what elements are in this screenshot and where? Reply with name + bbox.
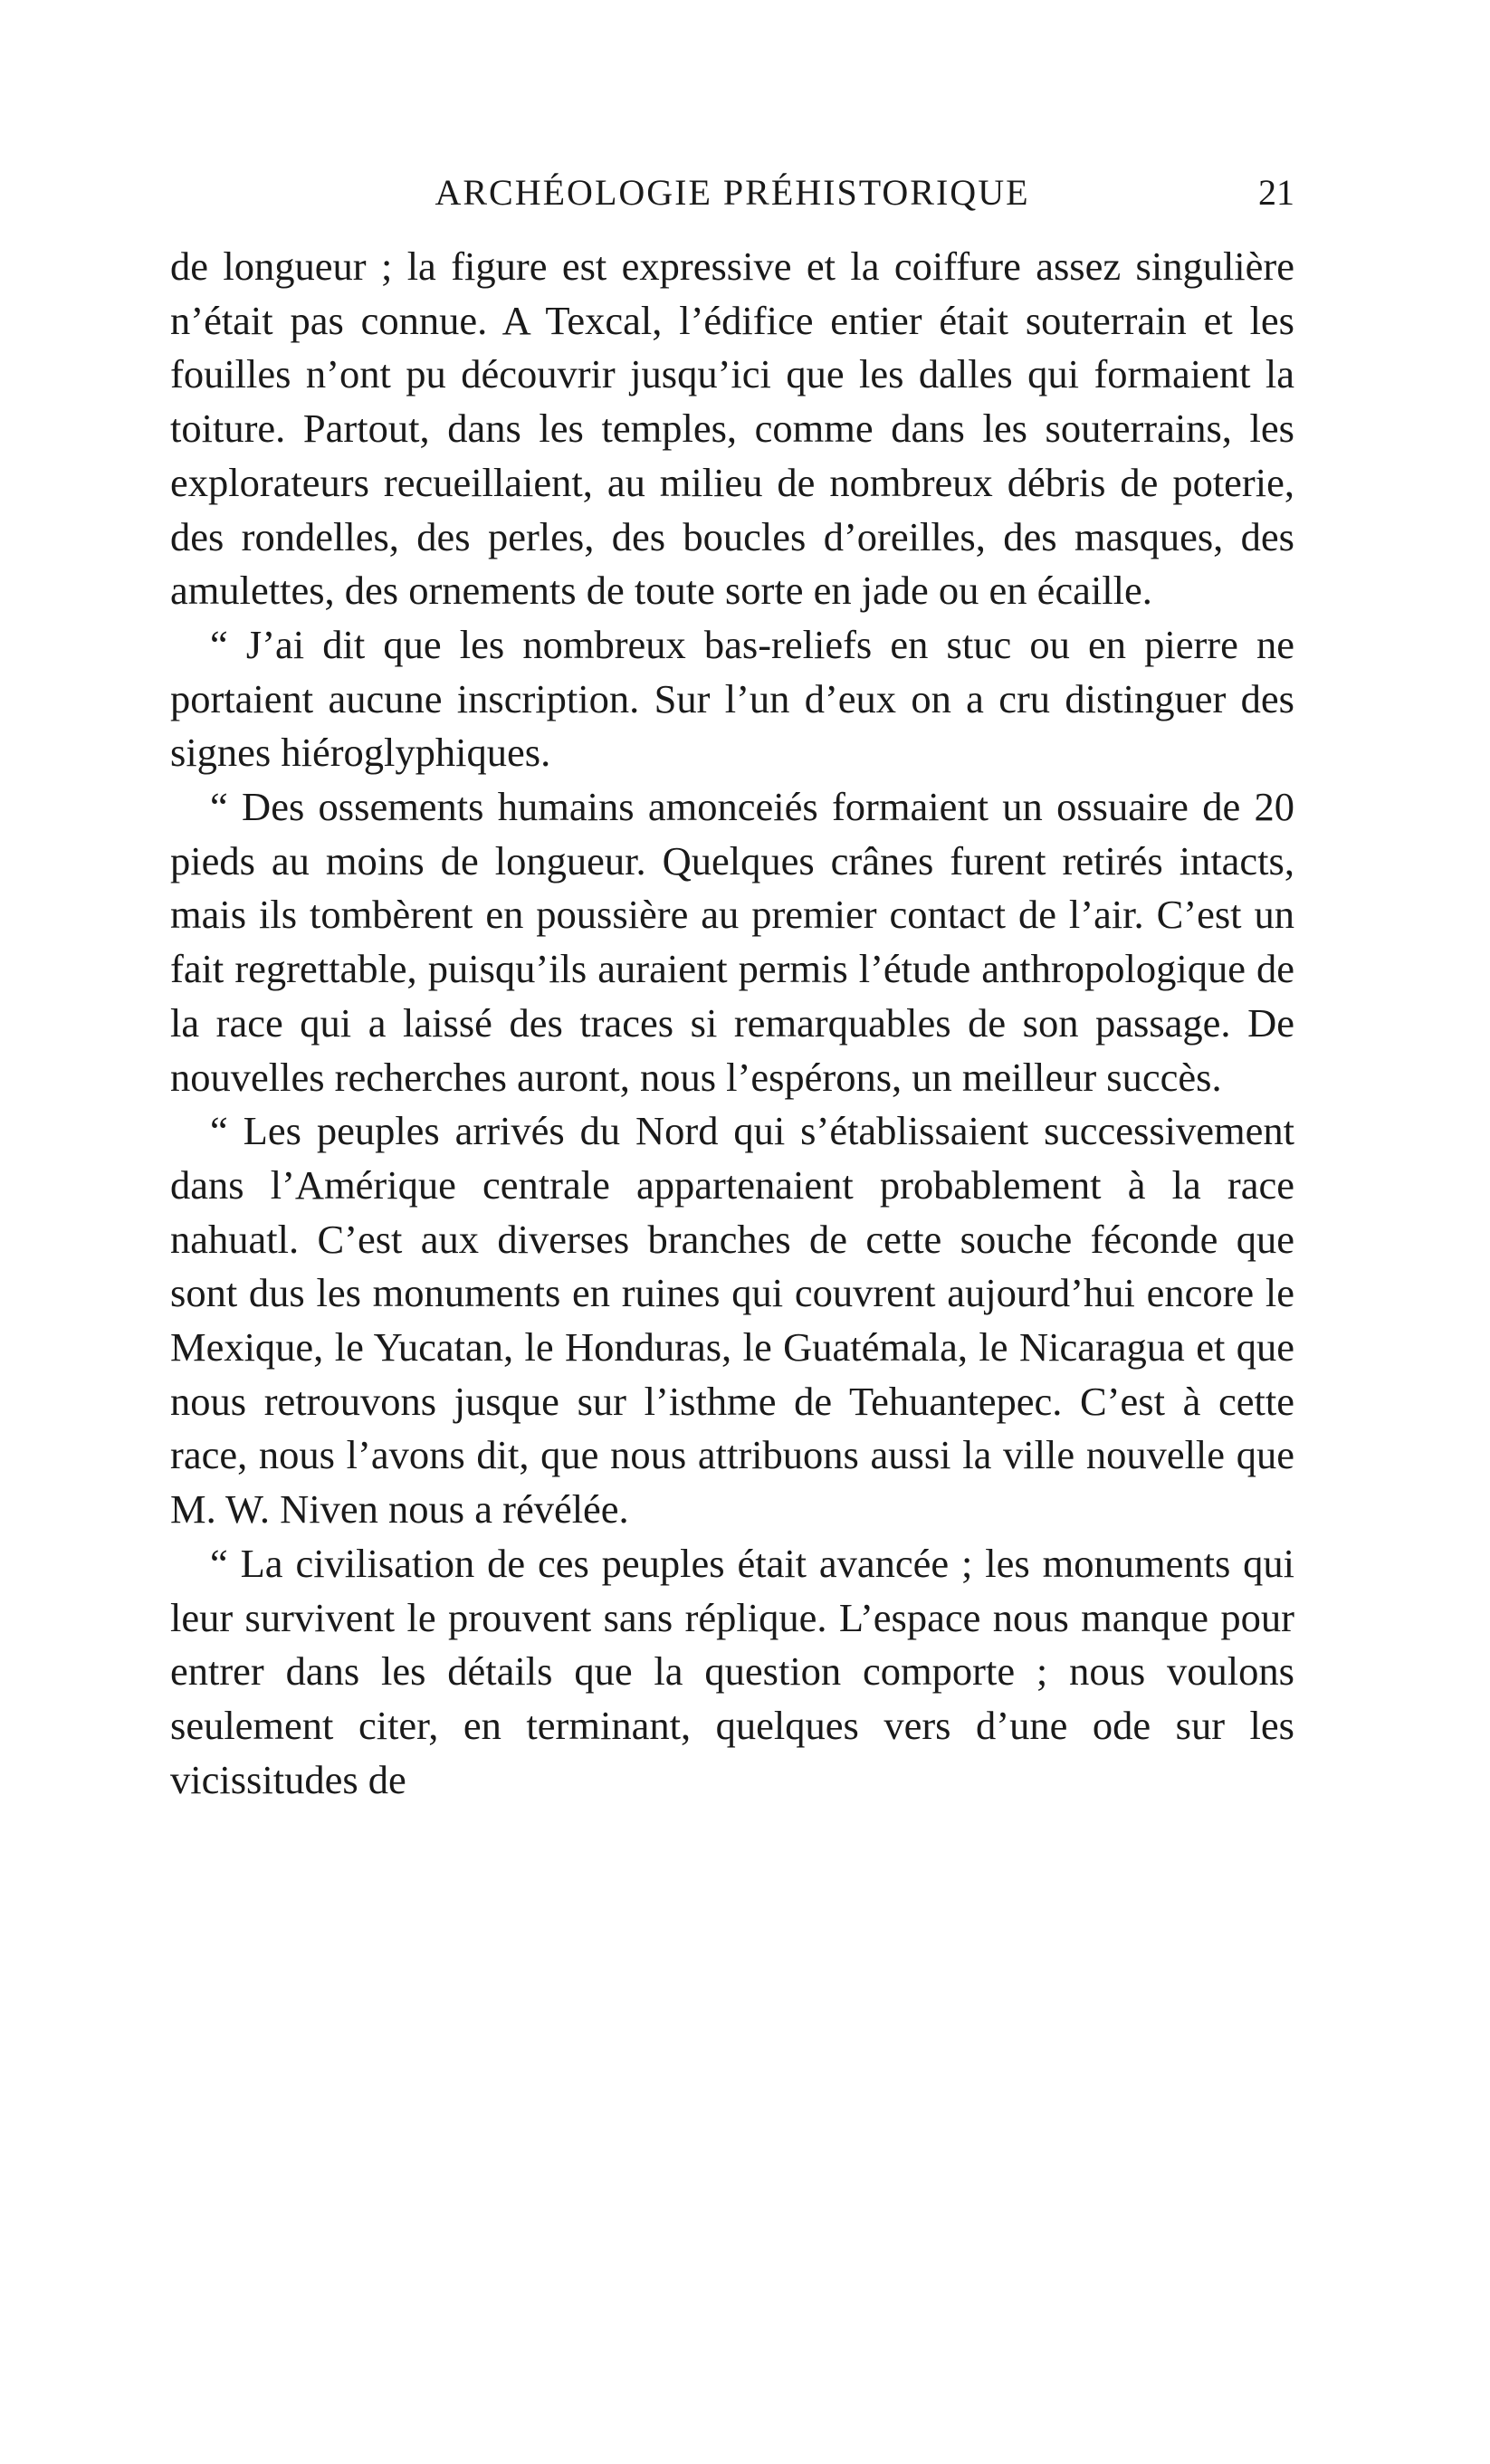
paragraph-civilisation: “ La civilisation de ces peuples était avancée ; les monuments qui leur survivent le prouvent sans réplique. L’espace nous manque pour entrer dans les détails que la question comporte ; nous voulons seulement citer, en terminant, quelques vers d’une ode sur les vicissitudes de bbox=[170, 1540, 1294, 1802]
body-text bbox=[170, 240, 1294, 1807]
running-title: ARCHÉOLOGIE PRÉHISTORIQUE bbox=[435, 172, 1030, 213]
paragraph-bas-reliefs: “ J’ai dit que les nombreux bas-reliefs en stuc ou en pierre ne portaient aucune inscription. Sur l’un d’eux on a cru distinguer des signes hiéroglyphiques. bbox=[170, 621, 1294, 776]
paragraph-ossements: “ Des ossements humains amonceiés formaient un ossuaire de 20 pieds au moins de longueur. Quelques crânes furent retirés intacts, mais ils tombèrent en poussière au premier contact de l’air. C’est un fait regrettable, puisqu’ils auraient permis l’étude anthropologique de la race qui a laissé des traces si remarquables de son passage. De nouvelles recherches auront, nous l’espérons, un meilleur succès. bbox=[170, 784, 1294, 1100]
page-number: 21 bbox=[1258, 172, 1294, 213]
paragraph-peuples: “ Les peuples arrivés du Nord qui s’établissaient successivement dans l’Amérique centrale appartenaient probablement à la race nahuatl. C’est aux diverses branches de cette souche féconde que sont dus les monuments en ruines qui couvrent aujourd’hui encore le Mexique, le Yucatan, le Honduras, le Guatémala, le Nicaragua et que nous retrouvons jusque sur l’isthme de Tehuantepec. C’est à cette race, nous l’avons dit, que nous attribuons aussi la ville nouvelle que M. W. Niven nous a révélée. bbox=[170, 1108, 1294, 1533]
paragraph-continuation: de longueur ; la figure est expressive et la coiffure assez singulière n’était pas connue. A Texcal, l’édifice entier était souterrain et les fouilles n’ont pu découvrir jusqu’ici que les dalles qui formaient la toiture. Partout, dans les temples, comme dans les souterrains, les explorateurs recueillaient, au milieu de nombreux débris de poterie, des rondelles, des perles, des boucles d’oreilles, des masques, des amulettes, des ornements de toute sorte en jade ou en écaille. bbox=[170, 244, 1294, 614]
running-head bbox=[170, 166, 1294, 220]
